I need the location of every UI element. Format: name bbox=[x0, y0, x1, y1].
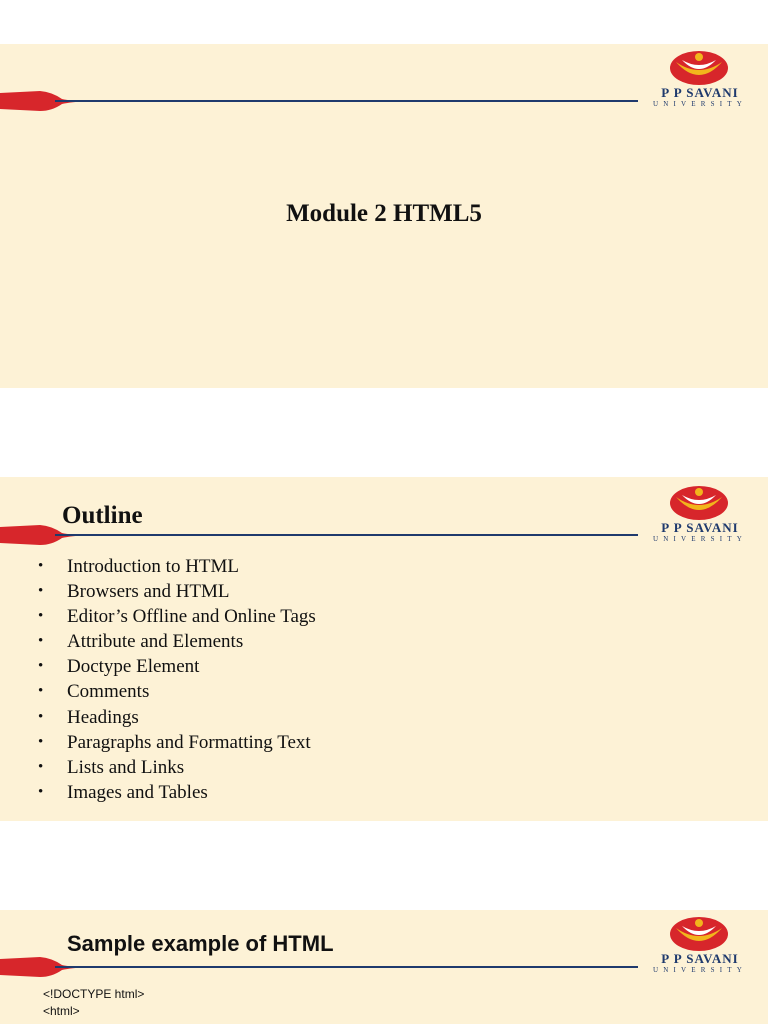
list-item-label: Doctype Element bbox=[67, 656, 200, 678]
list-item: • Headings bbox=[38, 706, 139, 728]
code-line: <html> bbox=[43, 1004, 80, 1018]
logo-emblem-icon bbox=[668, 48, 730, 86]
logo-subtitle: UNIVERSITY bbox=[653, 535, 747, 543]
header-rule bbox=[55, 966, 638, 968]
list-item-label: Headings bbox=[67, 706, 139, 728]
list-item: • Browsers and HTML bbox=[38, 581, 230, 603]
logo-subtitle: UNIVERSITY bbox=[653, 966, 747, 974]
logo-name: P P SAVANI bbox=[661, 85, 739, 100]
sample-heading: Sample example of HTML bbox=[67, 931, 334, 956]
list-item: • Lists and Links bbox=[38, 756, 185, 778]
slide-outline bbox=[0, 477, 768, 821]
list-item-label: Comments bbox=[67, 681, 150, 703]
header-rule bbox=[55, 100, 638, 102]
list-item: • Comments bbox=[38, 681, 150, 703]
list-item: • Introduction to HTML bbox=[38, 556, 240, 577]
logo-name: P P SAVANI bbox=[661, 951, 739, 966]
slide-title-text: Module 2 HTML5 bbox=[286, 200, 482, 227]
code-line: <!DOCTYPE html> bbox=[43, 987, 145, 1001]
list-item-label: Attribute and Elements bbox=[67, 631, 244, 653]
list-item-label: Browsers and HTML bbox=[67, 581, 230, 603]
logo-subtitle: UNIVERSITY bbox=[653, 100, 747, 108]
list-item-label: Paragraphs and Formatting Text bbox=[67, 731, 311, 753]
header-rule bbox=[55, 534, 638, 536]
outline-list bbox=[38, 554, 316, 805]
list-item: • Paragraphs and Formatting Text bbox=[38, 731, 311, 753]
list-item: • Editor’s Offline and Online Tags bbox=[38, 606, 316, 628]
list-item-label: Lists and Links bbox=[67, 756, 185, 778]
logo-name: P P SAVANI bbox=[661, 520, 739, 535]
slide-sample bbox=[0, 910, 768, 1024]
outline-heading: Outline bbox=[62, 502, 143, 529]
university-logo bbox=[640, 914, 760, 974]
university-logo bbox=[640, 48, 760, 108]
logo-emblem-icon bbox=[668, 914, 730, 952]
logo-emblem-icon bbox=[668, 483, 730, 521]
list-item-label: Editor’s Offline and Online Tags bbox=[67, 606, 316, 628]
list-item: • Doctype Element bbox=[38, 656, 200, 678]
list-item: • Attribute and Elements bbox=[38, 631, 244, 653]
slide-title bbox=[0, 44, 768, 388]
list-item-label: Introduction to HTML bbox=[67, 556, 240, 577]
list-item-label: Images and Tables bbox=[67, 781, 208, 803]
university-logo bbox=[640, 483, 760, 543]
list-item: • Images and Tables bbox=[38, 781, 208, 803]
